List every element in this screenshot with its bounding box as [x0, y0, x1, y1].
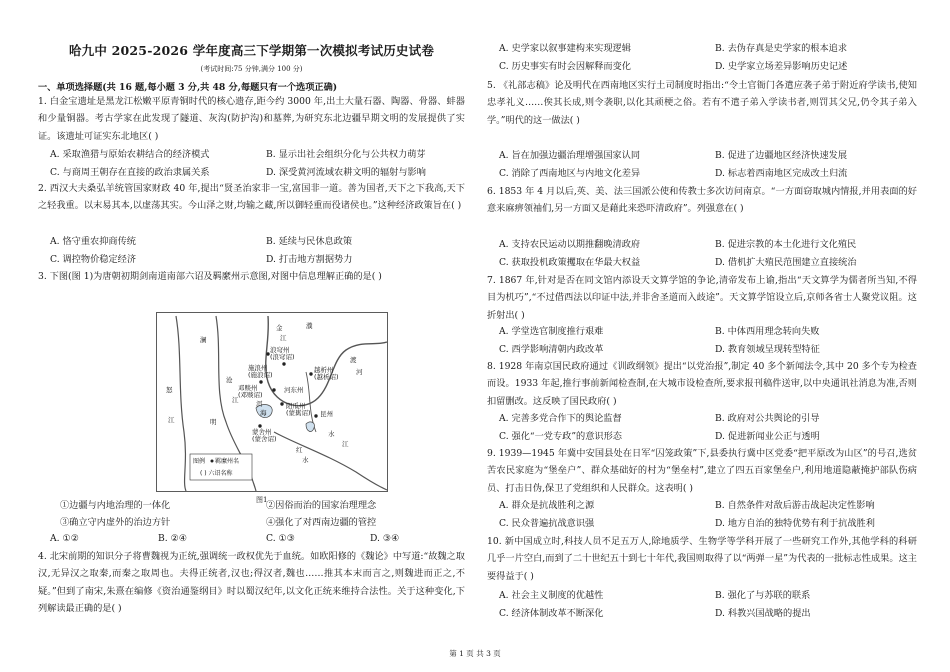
q8-option-b: B. 政府对公共舆论的引导 — [715, 413, 820, 424]
map-label: 沧 — [226, 376, 233, 384]
map-label: 蒙舍州 — [252, 428, 272, 436]
q3-statement-2: ②因俗而治的国家治理理念 — [266, 500, 377, 511]
town-dot — [282, 362, 285, 365]
q3-option-b: B. ②④ — [158, 533, 188, 544]
q3-option-a: A. ①② — [50, 533, 79, 544]
q7-option-d: D. 教育领域呈现转型特征 — [715, 344, 820, 355]
map-label: 浪穹州 — [270, 346, 290, 354]
map-label: (施浪诏) — [248, 371, 273, 379]
map-label: (蒙舍诏) — [252, 435, 277, 443]
town-dot — [272, 388, 275, 391]
q6-option-c: C. 获取投机政策攫取在华最大权益 — [499, 257, 641, 268]
figure-label: 图1 — [256, 496, 268, 504]
map-label: 越析州 — [314, 366, 334, 374]
q9-option-a: A. 群众是抗战胜利之源 — [499, 500, 595, 511]
map-label: 施浪州 — [248, 364, 268, 372]
q8-option-a: A. 完善多党合作下的舆论监督 — [499, 413, 622, 424]
exam-subtitle: (考试时间:75 分钟,满分 100 分) — [200, 65, 303, 73]
town-dot — [309, 372, 312, 375]
map-label: 金 — [276, 324, 283, 332]
q4-option-a: A. 史学家以叙事建构来实现逻辑 — [499, 43, 631, 54]
q10-option-b: B. 强化了与苏联的联系 — [715, 590, 811, 601]
q9-stem: 9. 1939—1945 年冀中安国县处在日军“囚笼政策”下,县委执行冀中区党委“把平原改为山区”的号召,选贫苦农民家庭为“堡垒户”、群众基础好的村为“堡垒村”,建立了四五百家堡垒户,利用地道隐蔽掩护部队伤病员、打击日伪,保卫了党组织和人民群众。这表明( ) — [487, 448, 917, 494]
map-label: 河 — [356, 368, 363, 376]
map-label: 昆州 — [320, 410, 333, 418]
q10-option-a: A. 社会主义制度的优越性 — [499, 590, 604, 601]
q3-statement-1: ①边疆与内地治理的一体化 — [60, 500, 171, 511]
q2-option-a: A. 恪守重农抑商传统 — [50, 236, 136, 247]
q5-option-c: C. 消除了西南地区与内地文化差异 — [499, 168, 641, 179]
map-label: 江 — [280, 334, 287, 342]
q7-stem: 7. 1867 年,针对是否在同文馆内添设天文算学馆的争论,清帝发布上谕,指出“天文算学为儒者所当知,不得目为机巧”,“不过借西法以印证中法,并非舍圣道而入歧途”。天文算学馆设立后,京师各省士人聚党议阻。这折射出( ) — [487, 275, 917, 321]
q8-stem: 8. 1928 年南京国民政府通过《训政纲领》提出“以党治报”,制定 40 多个新闻法令,其中 20 多个专为检查而设。1933 年起,推行事前新闻检查制,在大城市设检查所,要求报刊稿件送审,以中央通讯社消息为准,否则扣留删改。这反映了国民政府( ) — [487, 361, 917, 407]
q5-stem: 5. 《礼部志稿》论及明代在西南地区实行土司制度时指出:“令土官衙门各遣应袭子弟于附近府学读书,使知忠孝礼义……俟其长成,则令袭职,以化其顽梗之俗。若有不遣子弟入学读书者,则罚其父兄,仍令其子弟入学。”明代的这一做法( ) — [487, 80, 917, 126]
map-label: 海 — [260, 409, 267, 417]
dianchi-lake — [306, 422, 314, 432]
q4-option-d: D. 史学家立场差异影响历史记述 — [715, 61, 848, 72]
q7-option-c: C. 西学影响清朝内政改革 — [499, 344, 604, 355]
q6-option-a: A. 支持农民运动以期推翻晚清政府 — [499, 239, 641, 250]
q9-option-d: D. 地方自治的独特优势有利于抗战胜利 — [715, 518, 875, 529]
q8-option-d: D. 促进新闻业公正与透明 — [715, 431, 820, 442]
q1-stem: 1. 白金宝遗址是黑龙江松嫩平原青铜时代的核心遗存,距今约 3000 年,出土大量石器、陶器、骨器、蚌器和少量铜器。考古学家在此发现了隧道、灰沟(防护沟)和墓葬,为研究东北边疆早期文明的发展提供了实证。该遗址可证实东北地区( ) — [38, 96, 465, 142]
q8-option-c: C. 强化“一党专政”的意识形态 — [499, 431, 622, 442]
q3-stem: 3. 下图(图 1)为唐朝初期剑南道南部六诏及羁縻州示意图,对图中信息理解正确的是( ) — [38, 271, 382, 282]
map-label: 江 — [168, 416, 175, 424]
q10-stem: 10. 新中国成立时,科技人员不足五万人,除地质学、生物学等学科开展了一些研究工作外,其他学科的科研几乎一片空白,而到了二十世纪五十到七十年代,我国则取得了以“两弹一星”为代表的一批标志性成果。这主要得益于( ) — [487, 536, 917, 582]
map-label: 水 — [328, 430, 335, 438]
map-label: 河东州 — [284, 386, 304, 394]
q5-option-d: D. 标志着西南地区完成改土归流 — [715, 168, 848, 179]
map-label: 明 — [210, 418, 217, 426]
q9-option-b: B. 自然条件对敌后游击战起决定性影响 — [715, 500, 875, 511]
q1-option-c: C. 与商周王朝存在直接的政治隶属关系 — [50, 167, 210, 178]
town-dot — [314, 414, 317, 417]
q3-statement-4: ④强化了对西南边疆的管控 — [266, 517, 377, 528]
map-label: 怒 — [166, 386, 173, 394]
map-label: (越析诏) — [314, 373, 339, 381]
map-label: 江 — [232, 396, 239, 404]
q4-option-c: C. 历史事实有时会因解释而变化 — [499, 61, 631, 72]
q3-option-d: D. ③④ — [370, 533, 400, 544]
q6-stem: 6. 1853 年 4 月以后,英、美、法三国派公使和传教士多次访问南京。“一方面窃取城内情报,并用表面的好意来麻痹领袖们,另一方面又是藉此来恐吓清政府”。列强意在( ) — [487, 186, 917, 215]
map-label: 水 — [302, 456, 309, 464]
q6-option-d: D. 借机扩大殖民范围建立直接统治 — [715, 257, 857, 268]
q5-option-a: A. 旨在加强边疆治理增强国家认同 — [499, 150, 641, 161]
page-footer: 第 1 页 共 3 页 — [449, 649, 501, 658]
map-label: (浪穹诏) — [270, 353, 295, 361]
q10-option-d: D. 科教兴国战略的提出 — [715, 608, 811, 619]
legend-dot — [211, 460, 214, 463]
legend-item-zhao: ( ) 六诏名称 — [200, 470, 233, 477]
map-label: 邓赕州 — [238, 384, 258, 392]
q6-option-b: B. 促进宗教的本土化进行文化殖民 — [715, 239, 857, 250]
q2-option-d: D. 打击地方割据势力 — [266, 254, 353, 265]
q1-option-a: A. 采取渔猎与原始农耕结合的经济模式 — [50, 149, 210, 160]
map-label: 澜 — [200, 336, 207, 344]
q4-option-b: B. 去伪存真是史学家的根本追求 — [715, 43, 848, 54]
map-label: (邓赕诏) — [238, 391, 263, 399]
town-dot — [280, 402, 283, 405]
q2-option-b: B. 延续与民休息政策 — [266, 236, 353, 247]
exam-title: 哈九中 2025-2026 学年度高三下学期第一次模拟考试历史试卷 — [68, 43, 435, 58]
map-label: 洱 — [256, 400, 263, 408]
tang-southwest-map — [156, 312, 388, 492]
q1-option-d: D. 深受黄河流域农耕文明的辐射与影响 — [266, 167, 426, 178]
map-label: 江 — [342, 440, 349, 448]
q7-option-a: A. 学堂选官制度推行艰难 — [499, 326, 604, 337]
town-dot — [259, 380, 262, 383]
section-heading: 一、单项选择题(共 16 题,每小题 3 分,共 48 分,每题只有一个选项正确) — [38, 82, 338, 93]
q4-stem: 4. 北宋前期的知识分子将曹魏视为正统,强调统一政权优先于血统。如欧阳修的《魏论》中写道:“故魏之取汉,无异汉之取秦,而秦之取周也。夫得正统者,汉也;得汉者,魏也……推其本末而言之,则魏进而正之,不疑。”但到了南宋,朱熹在编修《资治通鉴纲目》时以蜀汉纪年,以文化正统来维持合法性。关于这种变化,下列解读最正确的是( ) — [38, 551, 465, 615]
q10-option-c: C. 经济体制改革不断深化 — [499, 608, 604, 619]
q5-option-b: B. 促进了边疆地区经济快速发展 — [715, 150, 848, 161]
legend-item-prefecture: 羁縻州名 — [215, 458, 240, 465]
q3-statement-3: ③确立守内虚外的治边方针 — [60, 517, 171, 528]
q2-stem: 2. 西汉大夫桑弘羊统管国家财政 40 年,提出“贤圣治家非一宝,富国非一道。善为国者,天下之下我高,天下之轻我重。以末易其本,以虚荡其实。今山泽之财,均输之藏,所以御轻重而役诸侯也。”这种经济政策旨在( ) — [38, 183, 465, 212]
q2-option-c: C. 调控物价稳定经济 — [50, 254, 137, 265]
q1-option-b: B. 显示出社会组织分化与公共权力萌芽 — [266, 149, 426, 160]
legend-title: 图例 — [193, 458, 206, 465]
map-label: 渡 — [350, 356, 357, 364]
map-label: 阳瓜州 — [286, 402, 306, 410]
map-label: (蒙嶲诏) — [286, 409, 311, 417]
map-label: 红 — [296, 446, 303, 454]
q7-option-b: B. 中体西用理念转向失败 — [715, 326, 820, 337]
q3-option-c: C. ①③ — [266, 533, 296, 544]
map-label: 濮 — [306, 322, 313, 330]
q9-option-c: C. 民众普遍抗战意识强 — [499, 518, 595, 529]
